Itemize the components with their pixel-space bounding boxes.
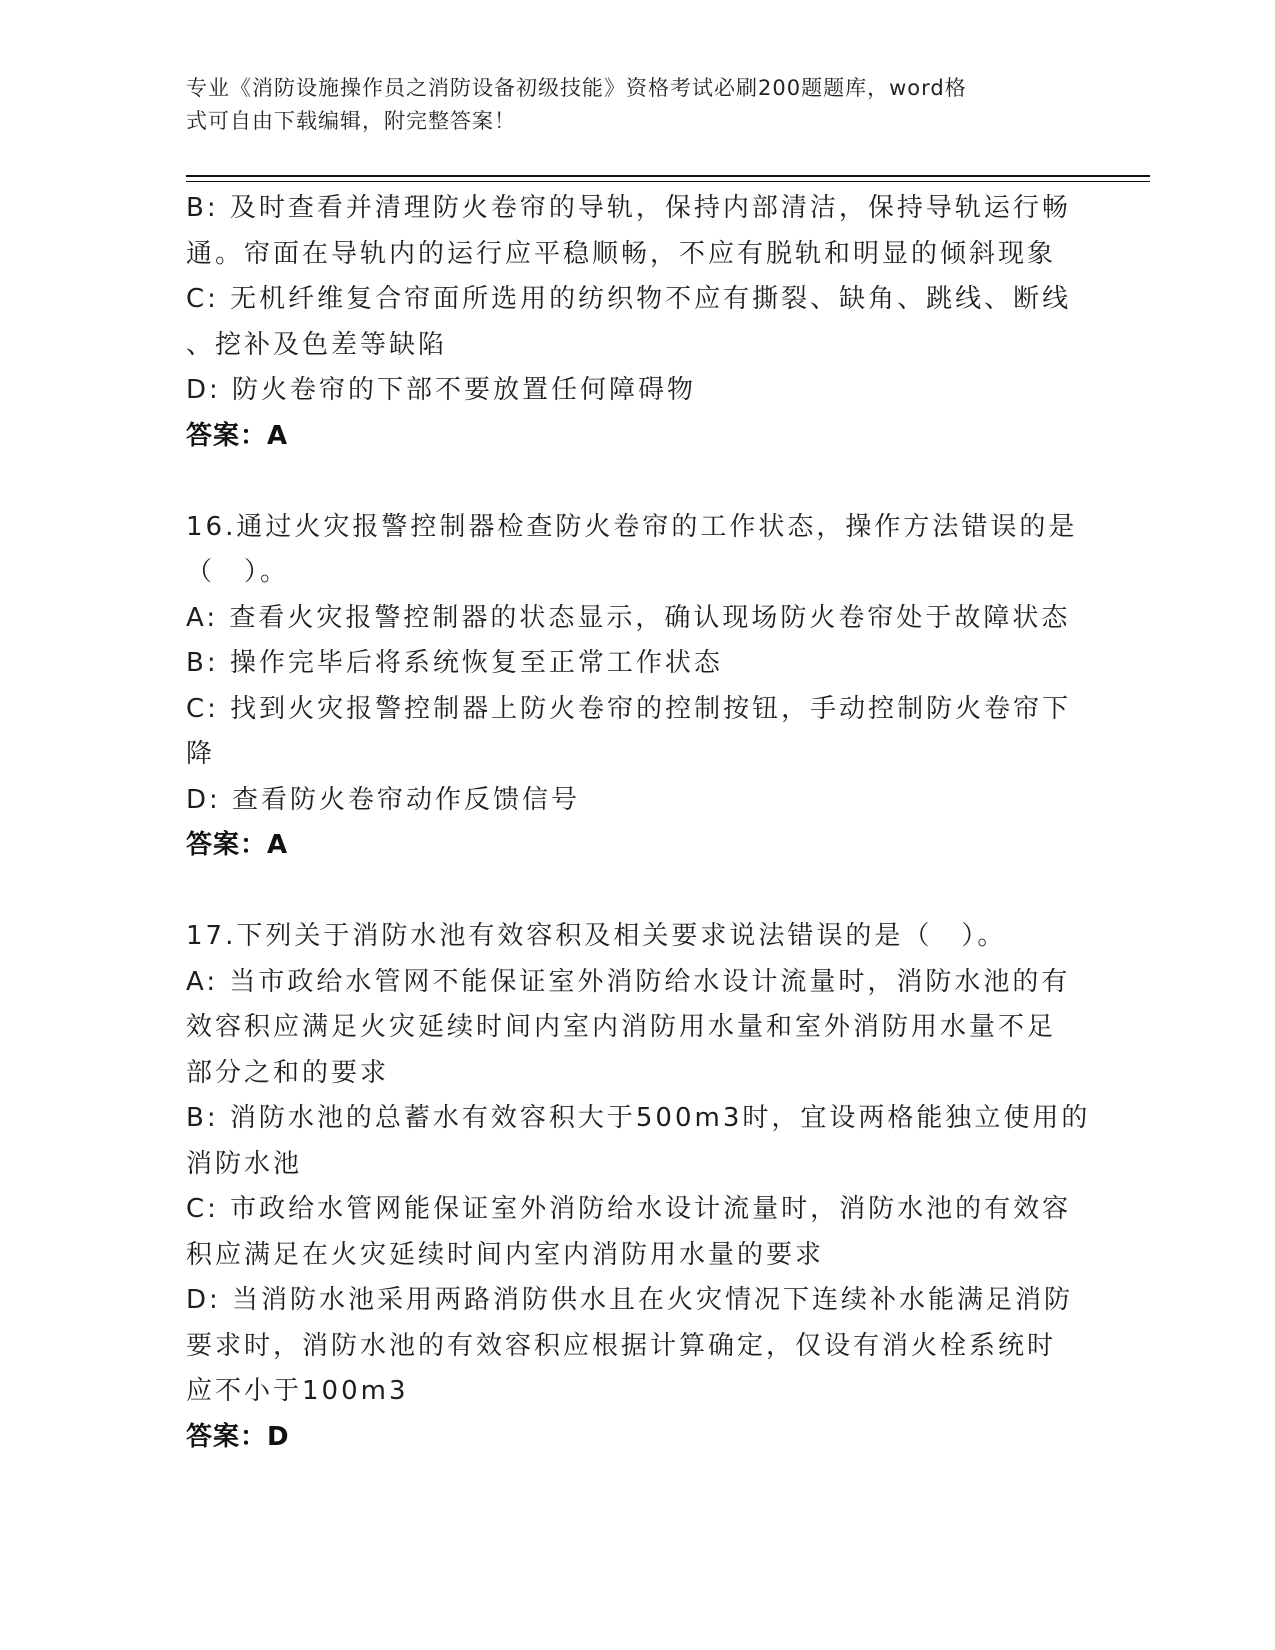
q17-option-a-line-1: A: 当市政给水管网不能保证室外消防给水设计流量时，消防水池的有 — [186, 966, 1071, 997]
q15-option-b-line-1: B: 及时查看并清理防火卷帘的导轨，保持内部清洁，保持导轨运行畅 — [186, 193, 1071, 223]
question-15-block — [186, 186, 1076, 459]
q17-option-d-line-2: 要求时，消防水池的有效容积应根据计算确定，仅设有消火栓系统时 — [186, 1330, 1057, 1361]
q16-option-c-line-2: 降 — [186, 739, 216, 769]
header-line-1: 专业《消防设施操作员之消防设备初级技能》资格考试必刷200题题库，word格 — [186, 76, 967, 100]
q17-answer: 答案：D — [186, 1421, 290, 1452]
q17-option-c-line-1: C: 市政给水管网能保证室外消防给水设计流量时，消防水池的有效容 — [186, 1194, 1072, 1224]
q16-option-d: D: 查看防火卷帘动作反馈信号 — [186, 784, 581, 815]
document-header — [186, 72, 1066, 138]
question-17-block — [186, 914, 1091, 1460]
q16-answer: 答案：A — [186, 830, 289, 860]
spacer — [186, 869, 1076, 915]
q15-option-c-line-1: C: 无机纤维复合帘面所选用的纺织物不应有撕裂、缺角、跳线、断线 — [186, 284, 1072, 314]
q16-option-a: A: 查看火灾报警控制器的状态显示，确认现场防火卷帘处于故障状态 — [186, 602, 1071, 633]
q16-question-line-1: 16.通过火灾报警控制器检查防火卷帘的工作状态，操作方法错误的是 — [186, 511, 1078, 542]
q16-question-line-2: （ ）。 — [186, 557, 290, 587]
q15-option-d: D: 防火卷帘的下部不要放置任何障碍物 — [186, 375, 697, 405]
q17-option-a-line-2: 效容积应满足火灾延续时间内室内消防用水量和室外消防用水量不足 — [186, 1012, 1057, 1042]
q15-answer: 答案：A — [186, 420, 289, 451]
q17-question: 17.下列关于消防水池有效容积及相关要求说法错误的是（ ）。 — [186, 921, 1007, 951]
header-divider-thin — [186, 181, 1150, 182]
q16-option-b: B: 操作完毕后将系统恢复至正常工作状态 — [186, 648, 723, 678]
document-body — [186, 186, 1091, 1460]
q17-option-d-line-3: 应不小于100m3 — [186, 1376, 409, 1406]
spacer — [186, 459, 1076, 505]
q17-option-b-line-1: B: 消防水池的总蓄水有效容积大于500m3时，宜设两格能独立使用的 — [186, 1103, 1091, 1133]
header-line-2: 式可自由下载编辑，附完整答案！ — [186, 109, 516, 133]
question-16-block — [186, 505, 1076, 869]
header-divider-thick — [186, 175, 1150, 177]
q15-option-c-line-2: 、挖补及色差等缺陷 — [186, 329, 448, 360]
q16-option-c-line-1: C: 找到火灾报警控制器上防火卷帘的控制按钮，手动控制防火卷帘下 — [186, 693, 1072, 724]
q15-option-b-line-2: 通。帘面在导轨内的运行应平稳顺畅，不应有脱轨和明显的倾斜现象 — [186, 238, 1057, 269]
q17-option-c-line-2: 积应满足在火灾延续时间内室内消防用水量的要求 — [186, 1239, 825, 1270]
q17-option-a-line-3: 部分之和的要求 — [186, 1057, 390, 1088]
q17-option-d-line-1: D: 当消防水池采用两路消防供水且在火灾情况下连续补水能满足消防 — [186, 1285, 1074, 1315]
q17-option-b-line-2: 消防水池 — [186, 1148, 303, 1179]
